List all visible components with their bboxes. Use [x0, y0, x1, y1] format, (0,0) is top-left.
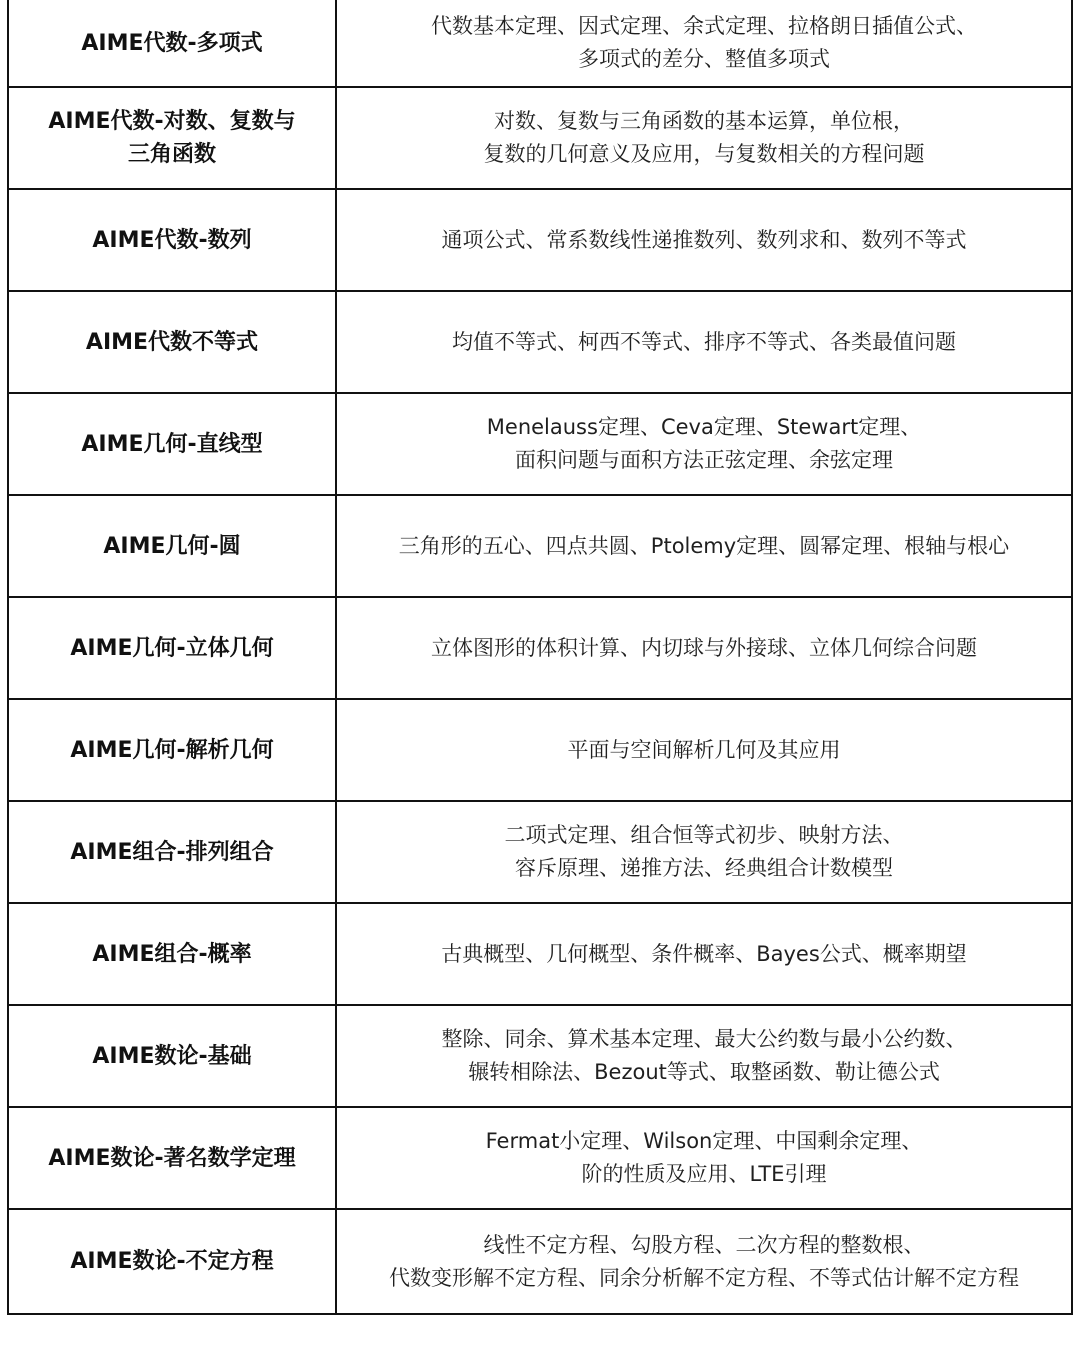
- topic-cell: AIME数论-著名数学定理: [8, 1107, 336, 1209]
- topic-cell: AIME几何-立体几何: [8, 597, 336, 699]
- content-cell: Fermat小定理、Wilson定理、中国剩余定理、 阶的性质及应用、LTE引理: [336, 1107, 1072, 1209]
- table-row: [8, 597, 1072, 699]
- table-row: [8, 393, 1072, 495]
- topic-cell: AIME代数-多项式: [8, 0, 336, 87]
- topic-cell: AIME代数-数列: [8, 189, 336, 291]
- topic-cell: AIME代数-对数、复数与 三角函数: [8, 87, 336, 189]
- table-row: [8, 87, 1072, 189]
- topic-cell: AIME几何-直线型: [8, 393, 336, 495]
- table-row: [8, 1107, 1072, 1209]
- content-cell: 二项式定理、组合恒等式初步、映射方法、 容斥原理、递推方法、经典组合计数模型: [336, 801, 1072, 903]
- content-cell: 三角形的五心、四点共圆、Ptolemy定理、圆幂定理、根轴与根心: [336, 495, 1072, 597]
- table-row: [8, 699, 1072, 801]
- content-cell: 古典概型、几何概型、条件概率、Bayes公式、概率期望: [336, 903, 1072, 1005]
- content-cell: 代数基本定理、因式定理、余式定理、拉格朗日插值公式、 多项式的差分、整值多项式: [336, 0, 1072, 87]
- topic-cell: AIME代数不等式: [8, 291, 336, 393]
- syllabus-table: [7, 0, 1073, 1315]
- content-cell: 平面与空间解析几何及其应用: [336, 699, 1072, 801]
- topic-cell: AIME几何-圆: [8, 495, 336, 597]
- table-row: [8, 1005, 1072, 1107]
- content-cell: 整除、同余、算术基本定理、最大公约数与最小公约数、 辗转相除法、Bezout等式、取整函数、勒让德公式: [336, 1005, 1072, 1107]
- topic-cell: AIME数论-基础: [8, 1005, 336, 1107]
- table-row: [8, 0, 1072, 87]
- table-row: [8, 1209, 1072, 1314]
- table-row: [8, 495, 1072, 597]
- table-row: [8, 189, 1072, 291]
- topic-cell: AIME组合-排列组合: [8, 801, 336, 903]
- content-cell: 线性不定方程、勾股方程、二次方程的整数根、 代数变形解不定方程、同余分析解不定方程、不等式估计解不定方程: [336, 1209, 1072, 1314]
- topic-cell: AIME数论-不定方程: [8, 1209, 336, 1314]
- topic-cell: AIME组合-概率: [8, 903, 336, 1005]
- table-row: [8, 903, 1072, 1005]
- content-cell: 立体图形的体积计算、内切球与外接球、立体几何综合问题: [336, 597, 1072, 699]
- content-cell: Menelauss定理、Ceva定理、Stewart定理、 面积问题与面积方法正弦定理、余弦定理: [336, 393, 1072, 495]
- table-row: [8, 801, 1072, 903]
- table-row: [8, 291, 1072, 393]
- topic-cell: AIME几何-解析几何: [8, 699, 336, 801]
- content-cell: 通项公式、常系数线性递推数列、数列求和、数列不等式: [336, 189, 1072, 291]
- content-cell: 均值不等式、柯西不等式、排序不等式、各类最值问题: [336, 291, 1072, 393]
- content-cell: 对数、复数与三角函数的基本运算，单位根， 复数的几何意义及应用，与复数相关的方程问题: [336, 87, 1072, 189]
